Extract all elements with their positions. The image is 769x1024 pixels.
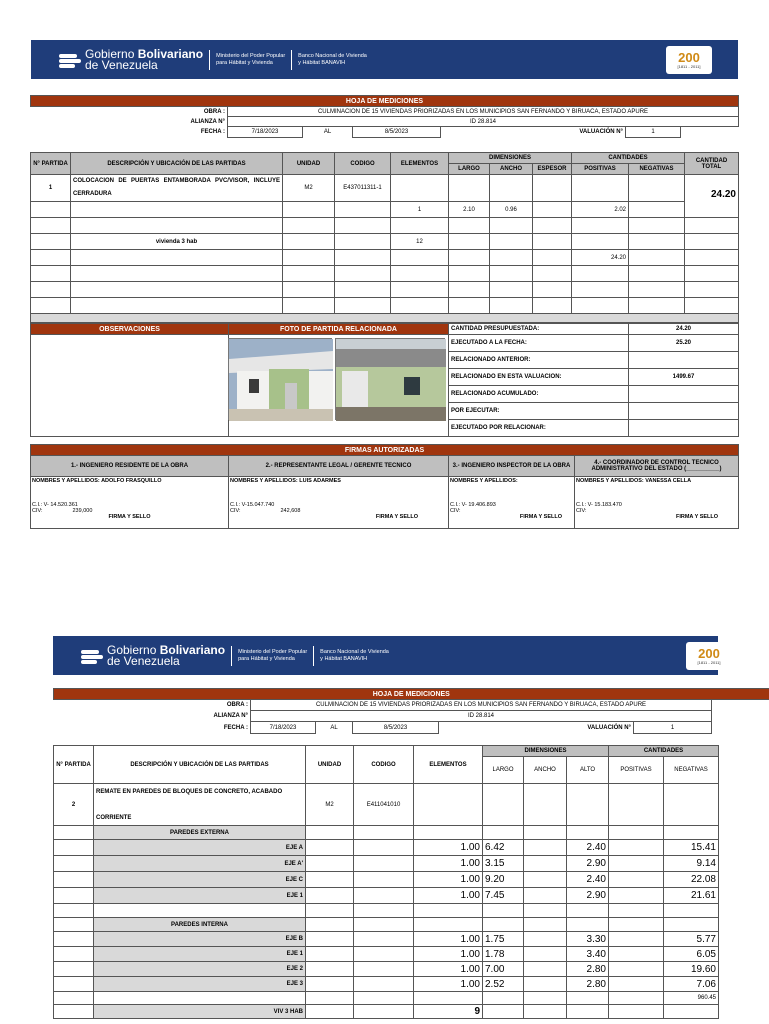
col-dimensiones: DIMENSIONES	[449, 153, 572, 164]
observaciones-header: OBSERVACIONES	[31, 324, 229, 335]
alianza-label: ALIANZA N°	[190, 118, 225, 125]
col-unidad: UNIDAD	[283, 153, 335, 175]
house-interior-photo	[335, 338, 445, 420]
observaciones-box	[31, 335, 229, 437]
firma-role: 4.- COORDINADOR DE CONTROL TECNICO ADMINISTRATIVO DEL ESTADO (__________)	[575, 456, 739, 477]
valuacion-label: VALUACIÓN N°	[579, 129, 623, 136]
firma-role: 3.- INGENIERO INSPECTOR DE LA OBRA	[449, 456, 575, 477]
observations-table: OBSERVACIONES FOTO DE PARTIDA RELACIONADA CANTIDAD PRESUPUESTADA: 24.20 EJECUTADO A LA FECHA: 25.20 RELACIONADO ANTERIOR: RELACIONADO EN ESTA VALUACION: 1499.67 RELACIONADO ACUMULADO: POR EJECUTAR: EJECUTADO POR RELACIONAR:	[30, 323, 739, 437]
header-banner	[31, 40, 738, 79]
al-label: AL	[323, 129, 332, 136]
ministry-text: Ministerio del Poder Popular para Hábitat y Vivienda	[238, 648, 308, 662]
table-row: EJE A 1.00 6.42 2.40 15.41	[54, 840, 719, 856]
table-row: EJE 2 1.00 7.00 2.80 19.60	[54, 962, 719, 977]
sheet-title: HOJA DE MEDICIONES	[54, 689, 769, 700]
group-row: PAREDES INTERNA	[54, 918, 719, 932]
table-row: EJE C 1.00 9.20 2.40 22.08	[54, 872, 719, 888]
fecha-from: 7/18/2023	[228, 127, 303, 138]
sheet-2	[53, 688, 769, 1019]
fecha-to: 8/5/2023	[353, 127, 441, 138]
bank-text: Banco Nacional de Vivienda y Hábitat BANAVIH	[298, 52, 367, 66]
bicentennial-emblem: 200 [1811 - 2011]	[686, 642, 732, 670]
measurements-table	[30, 152, 739, 323]
obra-value: CULMINACION DE 15 VIVIENDAS PRIORIZADAS EN LOS MUNICIPIOS SAN FERNANDO Y BIRUACA, ESTADO APURE	[228, 107, 739, 117]
flag-icon	[81, 648, 103, 664]
table-row: EJE B 1.00 1.75 3.30 5.77	[54, 932, 719, 947]
divider	[209, 50, 210, 70]
table-row	[31, 218, 739, 234]
table-row: EJE 1 1.00 1.78 3.40 6.05	[54, 947, 719, 962]
col-cantidades: CANTIDADES	[572, 153, 685, 164]
col-descripcion: DESCRIPCIÓN Y UBICACIÓN DE LAS PARTIDAS	[71, 153, 283, 175]
sheet-header	[30, 95, 739, 138]
valuacion-value: 1	[626, 127, 681, 138]
bicentennial-emblem: 200 [1811 - 2011]	[666, 46, 712, 74]
table-row	[31, 266, 739, 282]
table-row: EJE 1 1.00 7.45 2.90 21.61	[54, 888, 719, 904]
gov-line1: Gobierno	[85, 46, 135, 61]
col-largo: LARGO	[449, 164, 490, 175]
table-row: 1 COLOCACION DE PUERTAS ENTAMBORADA PVC/VISOR, INCLUYE CERRADURA M2 E437011311-1 24.20	[31, 175, 739, 202]
sheet-title: HOJA DE MEDICIONES	[31, 96, 739, 107]
subtotal-value: 960.45	[664, 992, 719, 1005]
flag-icon	[59, 52, 81, 68]
table-row: 1 2.10 0.96 2.02	[31, 202, 739, 218]
table-row: 24.20	[31, 250, 739, 266]
firmas-title: FIRMAS AUTORIZADAS	[31, 445, 739, 456]
col-positivas: POSITIVAS	[572, 164, 629, 175]
table-row: 2 REMATE EN PAREDES DE BLOQUES DE CONCRETO, ACABADO CORRIENTE M2 E411041010	[54, 784, 719, 826]
group-row: PAREDES EXTERNA	[54, 826, 719, 840]
sheet-header: HOJA DE MEDICIONES OBRA : CULMINACION DE 15 VIVIENDAS PRIORIZADAS EN LOS MUNICIPIOS SAN FERNANDO Y BIRUACA, ESTADO APURE ALIANZA N° ID 28.814 FECHA : 7/18/2023 AL 8/5/2023 VALUACIÓN N° 1	[53, 688, 769, 734]
obra-label: OBRA :	[203, 108, 225, 115]
measurements-table: N° PARTIDA DESCRIPCIÓN Y UBICACIÓN DE LAS PARTIDAS UNIDAD CODIGO ELEMENTOS DIMENSIONES CANTIDADES LARGO ANCHO ALTO POSITIVAS NEGATIVAS 2 REMATE EN PAREDES DE BLOQUES DE CONCRETO, ACABADO CORRIENTE M2 E411041010 PAREDES EXTERNA EJE A 1.00 6.42 2.40 15.41 EJE A' 1.00 3.15 2.90 9.14 EJE C 1.00 9.20 2.40 22.08 EJE 1 1.00 7.45 2.90 21.61 PAREDES INTERNA EJE B 1.00 1.75 3.30 5.77 EJE 1 1.00 1.78 3.40 6.05 EJE 2 1.00 7.00 2.80 19.60 EJE 3 1.00 2.52 2.80 7.06 960.45 VIV 3 HAB 9	[53, 745, 719, 1019]
col-ancho: ANCHO	[490, 164, 533, 175]
header-banner	[53, 636, 721, 675]
divider	[291, 50, 292, 70]
house-photo	[228, 338, 332, 420]
firma-role: 1.- INGENIERO RESIDENTE DE LA OBRA	[31, 456, 229, 477]
bank-text: Banco Nacional de Vivienda y Hábitat BANAVIH	[320, 648, 389, 662]
signatures-table	[30, 444, 739, 529]
table-row: vivienda 3 hab 12	[31, 234, 739, 250]
signature-block: NOMBRES Y APELLIDOS: VANESSA CELLA C.I.: V- 15.183.470 CIV: FIRMA Y SELLO	[575, 477, 739, 529]
ministry-text: Ministerio del Poder Popular para Hábitat y Vivienda	[216, 52, 286, 66]
col-codigo: CODIGO	[335, 153, 391, 175]
cantidad-total-value: 24.20	[685, 175, 739, 218]
table-row	[31, 298, 739, 314]
signature-block: NOMBRES Y APELLIDOS: LUIS ADARMES C.I.: V-15.047.740 CIV: 242,608 FIRMA Y SELLO	[229, 477, 449, 529]
signature-block: NOMBRES Y APELLIDOS: C.I.: V- 19.406.893 CIV: FIRMA Y SELLO	[449, 477, 575, 529]
col-elementos: ELEMENTOS	[391, 153, 449, 175]
col-espesor: ESPESOR	[533, 164, 572, 175]
government-logo	[59, 46, 367, 72]
table-row: EJE A' 1.00 3.15 2.90 9.14	[54, 856, 719, 872]
gov-line2: de Venezuela	[85, 57, 158, 72]
col-cantidad-total: CANTIDAD TOTAL	[685, 153, 739, 175]
subtotal-row	[54, 992, 719, 1005]
table-row: VIV 3 HAB 9	[54, 1005, 719, 1019]
divider	[313, 646, 314, 666]
government-logo: Gobierno Bolivariano de Venezuela Ministerio del Poder Popular para Hábitat y Vivienda Banco Nacional de Vivienda y Hábitat BANAVIH	[81, 645, 389, 667]
gov-bold: Bolivariano	[137, 46, 204, 61]
sheet-1	[30, 95, 739, 529]
fecha-label: FECHA :	[200, 129, 225, 135]
col-negativas: NEGATIVAS	[629, 164, 685, 175]
table-row: EJE 3 1.00 2.52 2.80 7.06	[54, 977, 719, 992]
col-partida: N° PARTIDA	[31, 153, 71, 175]
foto-header: FOTO DE PARTIDA RELACIONADA	[229, 324, 449, 335]
alianza-value: ID 28.814	[228, 117, 739, 127]
signature-block: NOMBRES Y APELLIDOS: ADOLFO FRASQUILLO C.I.: V- 14.520.361 CIV: 239,000 FIRMA Y SELLO	[31, 477, 229, 529]
table-row	[31, 282, 739, 298]
firma-role: 2.- REPRESENTANTE LEGAL / GERENTE TECNICO	[229, 456, 449, 477]
signature-row	[31, 477, 739, 529]
divider	[231, 646, 232, 666]
